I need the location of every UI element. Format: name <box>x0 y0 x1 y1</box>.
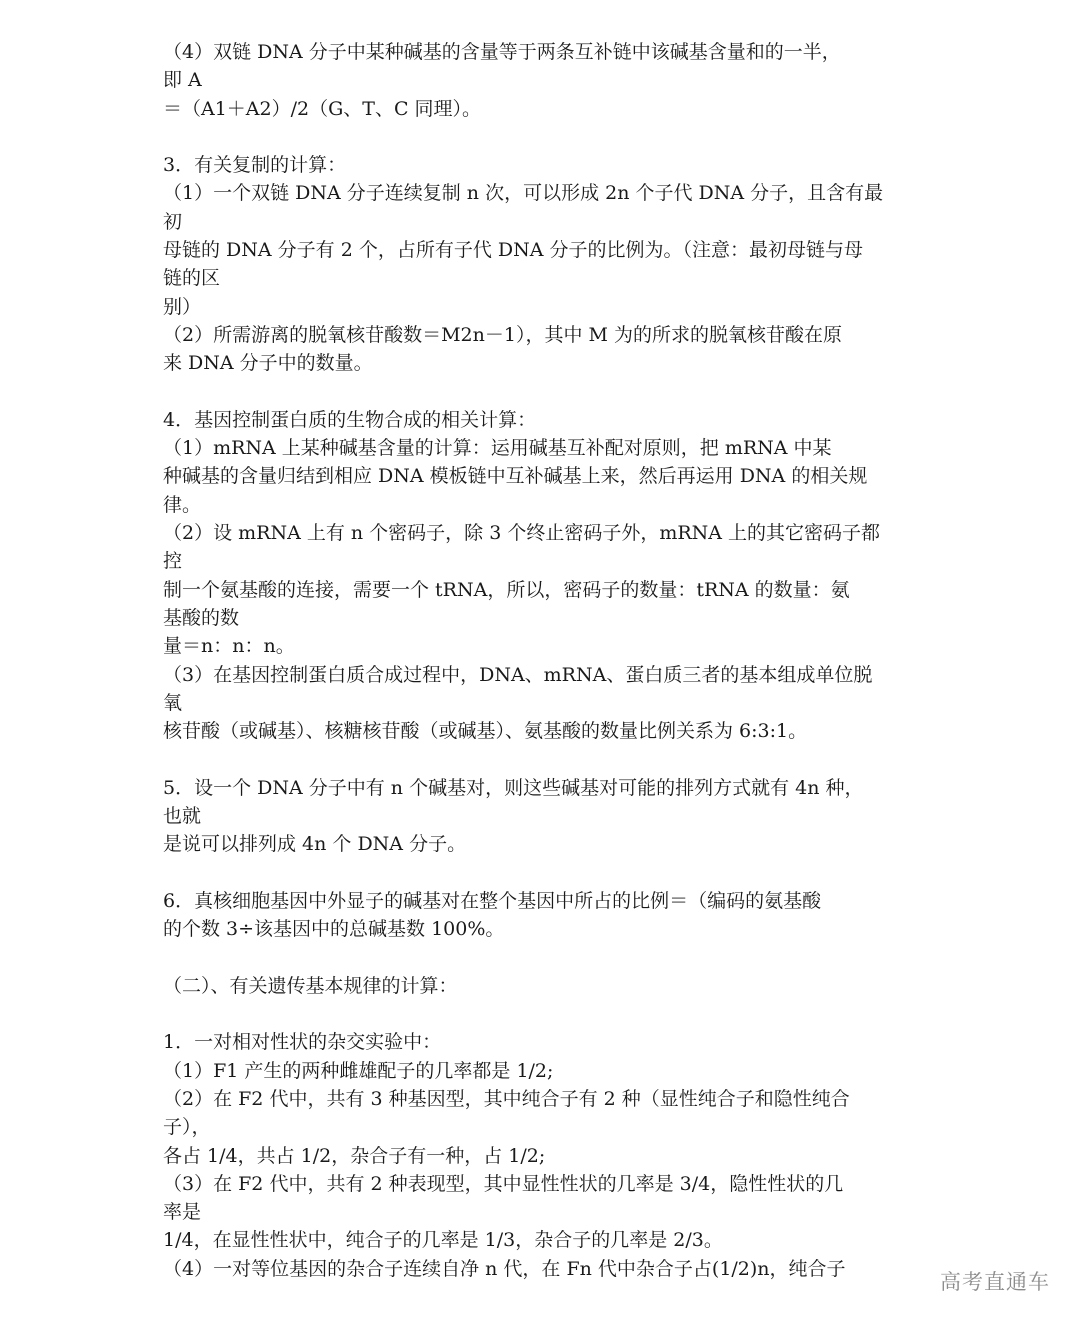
text-line: （1）一个双链 DNA 分子连续复制 n 次，可以形成 2n 个子代 DNA 分子，且含有最 <box>163 182 884 205</box>
blank-line <box>163 1000 923 1028</box>
text-line: 率是 <box>163 1201 202 1224</box>
text-line: 量＝n：n：n。 <box>163 635 295 658</box>
text-line: 基酸的数 <box>163 606 240 629</box>
text-line: 1．一对相对性状的杂交实验中： <box>163 1031 442 1054</box>
text-line: 3．有关复制的计算： <box>163 154 347 177</box>
blank-line <box>163 745 923 773</box>
text-line: 6．真核细胞基因中外显子的碱基对在整个基因中所占的比例＝（编码的氨基酸 <box>163 889 822 912</box>
text-line: （1）F1 产生的两种雌雄配子的几率都是 1/2; <box>163 1059 554 1082</box>
text-line: （4）一对等位基因的杂合子连续自净 n 代，在 Fn 代中杂合子占(1/2)n，纯合子 <box>163 1257 846 1280</box>
text-line: 各占 1/4，共占 1/2，杂合子有一种，占 1/2; <box>163 1144 546 1167</box>
text-line: 制一个氨基酸的连接，需要一个 tRNA，所以，密码子的数量：tRNA 的数量：氨 <box>163 578 850 601</box>
text-line: 链的区 <box>163 267 221 290</box>
text-line: 母链的 DNA 分子有 2 个，占所有子代 DNA 分子的比例为。（注意：最初母链与母 <box>163 239 863 262</box>
text-line: （2）所需游离的脱氧核苷酸数＝M2n－1），其中 M 为的所求的脱氧核苷酸在原 <box>163 323 842 346</box>
blank-line <box>163 944 923 972</box>
text-line: 种碱基的含量归结到相应 DNA 模板链中互补碱基上来，然后再运用 DNA 的相关规 <box>163 465 868 488</box>
blank-line <box>163 378 923 406</box>
text-line: 也就 <box>163 805 202 828</box>
text-line: 核苷酸（或碱基）、核糖核苷酸（或碱基）、氨基酸的数量比例关系为 6:3:1。 <box>163 720 808 743</box>
text-line: （4）双链 DNA 分子中某种碱基的含量等于两条互补链中该碱基含量和的一半， <box>163 41 841 63</box>
text-line: ＝（A1＋A2）/2（G、T、C 同理）。 <box>163 97 482 120</box>
watermark: 高考直通车 <box>940 1270 1050 1294</box>
text-line: 来 DNA 分子中的数量。 <box>163 352 373 375</box>
text-line: 5．设一个 DNA 分子中有 n 个碱基对，则这些碱基对可能的排列方式就有 4n 种， <box>163 776 864 799</box>
text-line: （1）mRNA 上某种碱基含量的计算：运用碱基互补配对原则，把 mRNA 中某 <box>163 437 832 460</box>
text-line: 初 <box>163 210 183 233</box>
text-line: 1/4，在显性性状中，纯合子的几率是 1/3，杂合子的几率是 2/3。 <box>163 1229 723 1252</box>
text-line: （二）、有关遗传基本规律的计算： <box>163 974 458 997</box>
text-line: （2）在 F2 代中，共有 3 种基因型，其中纯合子有 2 种（显性纯合子和隐性纯合 <box>163 1087 850 1110</box>
text-line: 即 A <box>163 69 202 92</box>
blank-line <box>163 859 923 887</box>
text-line: （2）设 mRNA 上有 n 个密码子，除 3 个终止密码子外，mRNA 上的其它密码子都 <box>163 522 881 545</box>
text-line: 子）， <box>163 1116 211 1139</box>
text-line: 别） <box>163 295 202 318</box>
text-line: 4．基因控制蛋白质的生物合成的相关计算： <box>163 408 537 431</box>
text-line: 是说可以排列成 4n 个 DNA 分子。 <box>163 833 467 856</box>
text-line: 律。 <box>163 493 202 516</box>
text-line: （3）在基因控制蛋白质合成过程中，DNA、mRNA、蛋白质三者的基本组成单位脱 <box>163 663 873 686</box>
document-body <box>163 38 923 1283</box>
text-line: 控 <box>163 550 183 573</box>
text-line: 的个数 3÷该基因中的总碱基数 100%。 <box>163 918 505 941</box>
text-line: 氧 <box>163 691 183 714</box>
blank-line <box>163 123 923 151</box>
text-line: （3）在 F2 代中，共有 2 种表现型，其中显性性状的几率是 3/4，隐性性状的几 <box>163 1172 844 1195</box>
